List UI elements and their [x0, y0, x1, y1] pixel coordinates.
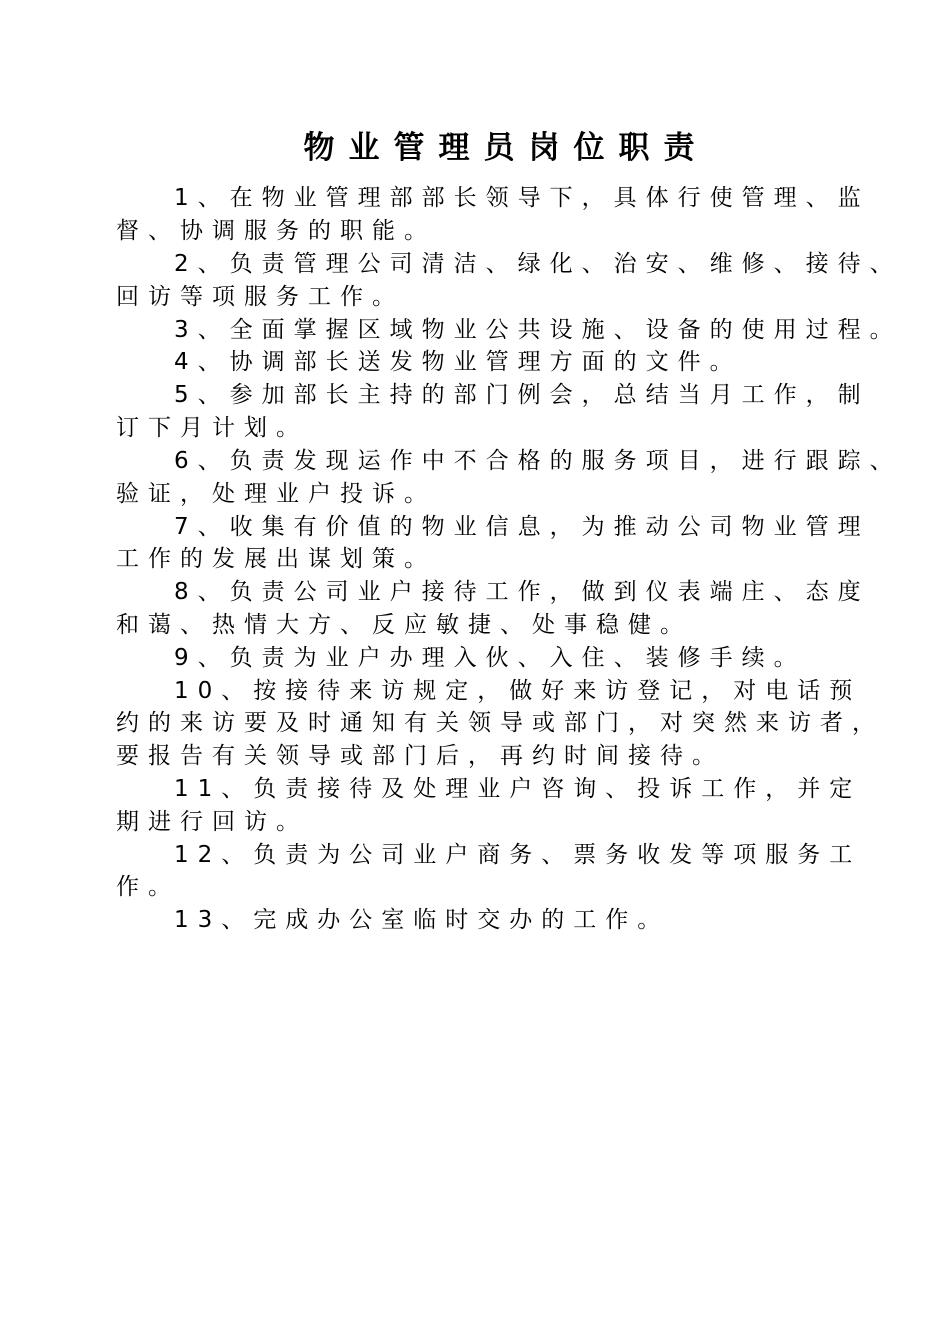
duty-line: 验证，处理业户投诉。	[116, 481, 436, 507]
duty-line: 2、负责管理公司清洁、绿化、治安、维修、接待、	[174, 251, 902, 277]
duty-line: 12、负责为公司业户商务、票务收发等项服务工	[174, 842, 862, 868]
duty-line: 订下月计划。	[116, 415, 308, 441]
duty-line: 作。	[116, 874, 180, 900]
duty-line: 回访等项服务工作。	[116, 284, 404, 310]
duty-line: 5、参加部长主持的部门例会，总结当月工作，制	[174, 382, 870, 408]
duty-line: 约的来访要及时通知有关领导或部门，对突然来访者，	[116, 710, 884, 736]
duty-line: 13、完成办公室临时交办的工作。	[174, 907, 670, 933]
duty-line: 6、负责发现运作中不合格的服务项目，进行跟踪、	[174, 448, 902, 474]
duty-line: 4、协调部长送发物业管理方面的文件。	[174, 349, 742, 375]
duty-line: 要报告有关领导或部门后，再约时间接待。	[116, 743, 724, 769]
duty-line: 期进行回访。	[116, 809, 308, 835]
duty-line: 7、收集有价值的物业信息，为推动公司物业管理	[174, 514, 870, 540]
duty-line: 工作的发展出谋划策。	[116, 546, 436, 572]
duty-line: 3、全面掌握区域物业公共设施、设备的使用过程。	[174, 317, 902, 343]
duty-line: 10、按接待来访规定，做好来访登记，对电话预	[174, 678, 862, 704]
duty-line: 11、负责接待及处理业户咨询、投诉工作，并定	[174, 776, 862, 802]
document-title: 物业管理员岗位职责	[303, 130, 709, 166]
duty-line: 9、负责为业户办理入伙、入住、装修手续。	[174, 645, 806, 671]
duty-line: 督、协调服务的职能。	[116, 218, 436, 244]
duty-line: 8、负责公司业户接待工作，做到仪表端庄、态度	[174, 579, 870, 605]
duty-line: 1、在物业管理部部长领导下，具体行使管理、监	[174, 185, 870, 211]
duty-line: 和蔼、热情大方、反应敏捷、处事稳健。	[116, 612, 692, 638]
